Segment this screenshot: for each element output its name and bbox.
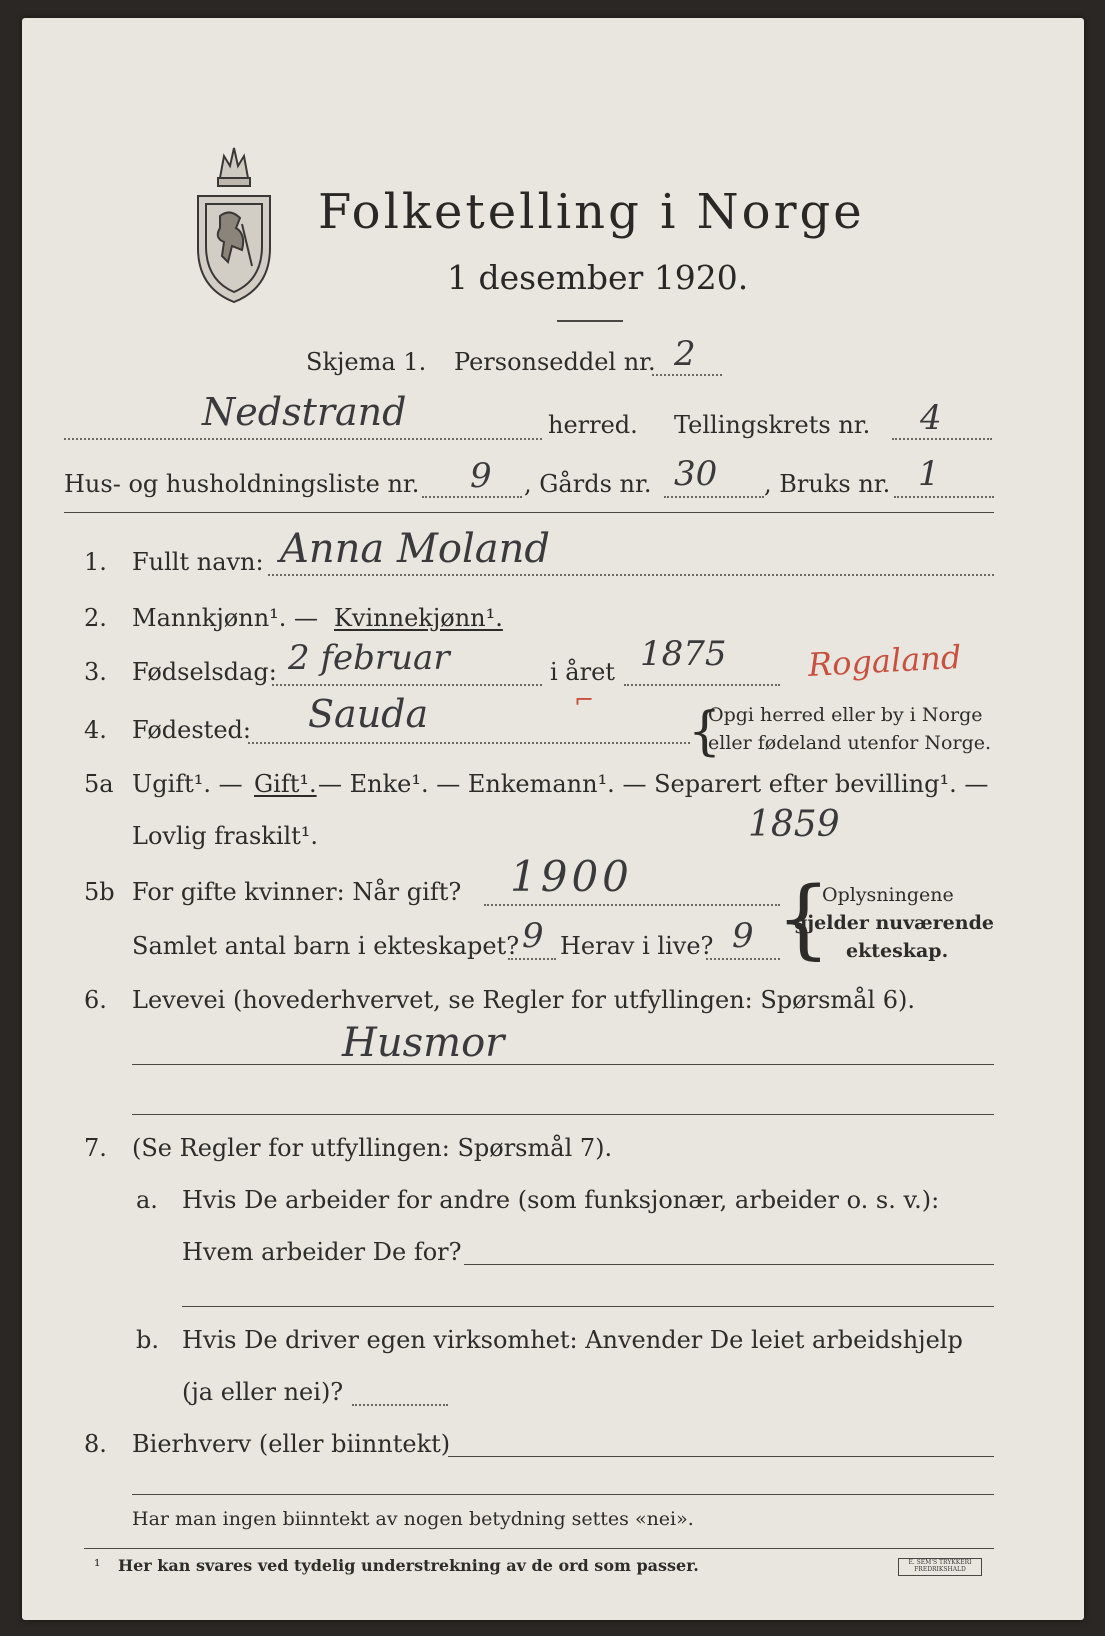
q3-year-label: i året <box>550 658 615 686</box>
herred-value[interactable]: Nedstrand <box>202 390 407 434</box>
q2-mannkjonn-label: Mannkjønn¹. — <box>132 604 319 632</box>
q7b-number: b. <box>136 1326 159 1354</box>
q8-field-line-2[interactable] <box>132 1494 994 1495</box>
tellingskrets-label: Tellingskrets nr. <box>674 411 871 439</box>
q2-kvinnekjonn-label[interactable]: Kvinnekjønn¹. <box>334 604 503 632</box>
q7a-label: Hvis De arbeider for andre (som funksjonær, arbeider o. s. v.): <box>182 1186 940 1214</box>
q3-field-line <box>272 684 542 686</box>
q4-hint-2: eller fødeland utenfor Norge. <box>708 732 992 754</box>
coat-of-arms-icon <box>190 138 278 306</box>
gards-value[interactable]: 30 <box>674 454 718 494</box>
bruks-label: , Bruks nr. <box>764 470 891 498</box>
q1-full-name-value[interactable]: Anna Moland <box>280 526 551 572</box>
q7-label: (Se Regler for utfyllingen: Spørsmål 7). <box>132 1134 613 1162</box>
q8-label: Bierhverv (eller biinntekt) <box>132 1430 451 1458</box>
q5b-label: For gifte kvinner: Når gift? <box>132 878 462 906</box>
biinntekt-note: Har man ingen biinntekt av nogen betydning settes «nei». <box>132 1508 694 1530</box>
q6-label: Levevei (hovederhvervet, se Regler for utfyllingen: Spørsmål 6). <box>132 986 916 1014</box>
section-divider <box>64 512 994 513</box>
bruks-value[interactable]: 1 <box>918 454 940 494</box>
q7a-line2-label: Hvem arbeider De for? <box>182 1238 462 1266</box>
hus-value[interactable]: 9 <box>470 456 492 496</box>
q5b-hint-3: ekteskap. <box>846 940 949 962</box>
q7-number: 7. <box>84 1134 107 1162</box>
printer-stamp-text: E. SEM'S TRYKKERI FREDRIKSHALD <box>908 1559 972 1573</box>
q6-number: 6. <box>84 986 107 1014</box>
q8-field-line-1[interactable] <box>448 1456 994 1457</box>
q6-field-line-2 <box>132 1114 994 1115</box>
q5a-lovlig-label: Lovlig fraskilt¹. <box>132 822 319 850</box>
pencil-note-1859: 1859 <box>748 804 840 845</box>
bruks-field-line <box>894 496 994 498</box>
form-title: Folketelling i Norge <box>318 184 865 240</box>
q6-occupation-value[interactable]: Husmor <box>342 1020 505 1066</box>
q5b-field-line <box>484 904 780 906</box>
q5b-hint-2: gjelder nuværende <box>794 912 994 934</box>
q4-hint-1: Opgi herred eller by i Norge <box>708 704 983 726</box>
census-form <box>22 18 1084 1620</box>
title-divider <box>557 320 623 322</box>
q1-number: 1. <box>84 548 107 576</box>
hus-label: Hus- og husholdningsliste nr. <box>64 470 420 498</box>
q4-brace: { <box>688 702 722 762</box>
q5b-live-field-line <box>706 958 780 960</box>
q5b-brace: { <box>776 869 831 969</box>
q7b-line2-label: (ja eller nei)? <box>182 1378 344 1406</box>
q5b-barn-field-line <box>508 958 556 960</box>
q5b-live-label: Herav i live? <box>560 932 714 960</box>
q3-year-field-line <box>624 684 780 686</box>
q6-field-line-1 <box>132 1064 994 1065</box>
q2-number: 2. <box>84 604 107 632</box>
tellingskrets-field-line <box>892 438 992 440</box>
personseddel-value[interactable]: 2 <box>674 334 696 374</box>
q3-number: 3. <box>84 658 107 686</box>
q5a-rest-label: — Enke¹. — Enkemann¹. — Separert efter bevilling¹. — <box>318 770 989 798</box>
q5b-number: 5b <box>84 878 115 906</box>
q4-birthplace-value[interactable]: Sauda <box>308 692 429 736</box>
q4-field-line <box>248 742 690 744</box>
q3-birthday-value[interactable]: 2 februar <box>288 638 450 678</box>
personseddel-field-line <box>652 374 722 376</box>
q1-label: Fullt navn: <box>132 548 264 576</box>
gards-label: , Gårds nr. <box>524 470 652 498</box>
q5a-gift-label[interactable]: Gift¹. <box>254 770 317 798</box>
q7b-label: Hvis De driver egen virksomhet: Anvender De leiet arbeidshjelp <box>182 1326 963 1354</box>
q8-number: 8. <box>84 1430 107 1458</box>
q4-label: Fødested: <box>132 716 251 744</box>
footnote-text: Her kan svares ved tydelig understrekning av de ord som passer. <box>118 1556 699 1575</box>
q5a-number: 5a <box>84 770 114 798</box>
schema-label: Skjema 1. <box>306 348 427 376</box>
q1-field-line <box>268 574 994 576</box>
q7a-number: a. <box>136 1186 158 1214</box>
red-mark-icon: ⌐ <box>574 686 595 714</box>
q3-year-value[interactable]: 1875 <box>640 634 727 674</box>
q5b-barn-label: Samlet antal barn i ekteskapet? <box>132 932 520 960</box>
red-region-note: Rogaland <box>807 638 963 684</box>
tellingskrets-value[interactable]: 4 <box>920 398 942 438</box>
q3-label: Fødselsdag: <box>132 658 277 686</box>
herred-field-line <box>64 438 542 440</box>
q5b-live-value[interactable]: 9 <box>732 916 754 956</box>
footnote-mark: ¹ <box>94 1556 101 1575</box>
q5b-married-year-value[interactable]: 1900 <box>510 852 633 901</box>
q5b-barn-value[interactable]: 9 <box>522 916 544 956</box>
census-date: 1 desember 1920. <box>447 258 749 297</box>
hus-field-line <box>422 496 522 498</box>
q7b-field-line[interactable] <box>352 1404 448 1406</box>
herred-label: herred. <box>548 411 638 439</box>
personseddel-label: Personseddel nr. <box>454 348 656 376</box>
gards-field-line <box>664 496 764 498</box>
q7a-field-line-2[interactable] <box>182 1306 994 1307</box>
footnote-divider <box>84 1548 994 1549</box>
q4-number: 4. <box>84 716 107 744</box>
printer-stamp <box>898 1558 982 1576</box>
q7a-field-line-1[interactable] <box>464 1264 994 1265</box>
q5a-ugift-label: Ugift¹. — <box>132 770 243 798</box>
q5b-hint-1: Oplysningene <box>822 884 954 906</box>
